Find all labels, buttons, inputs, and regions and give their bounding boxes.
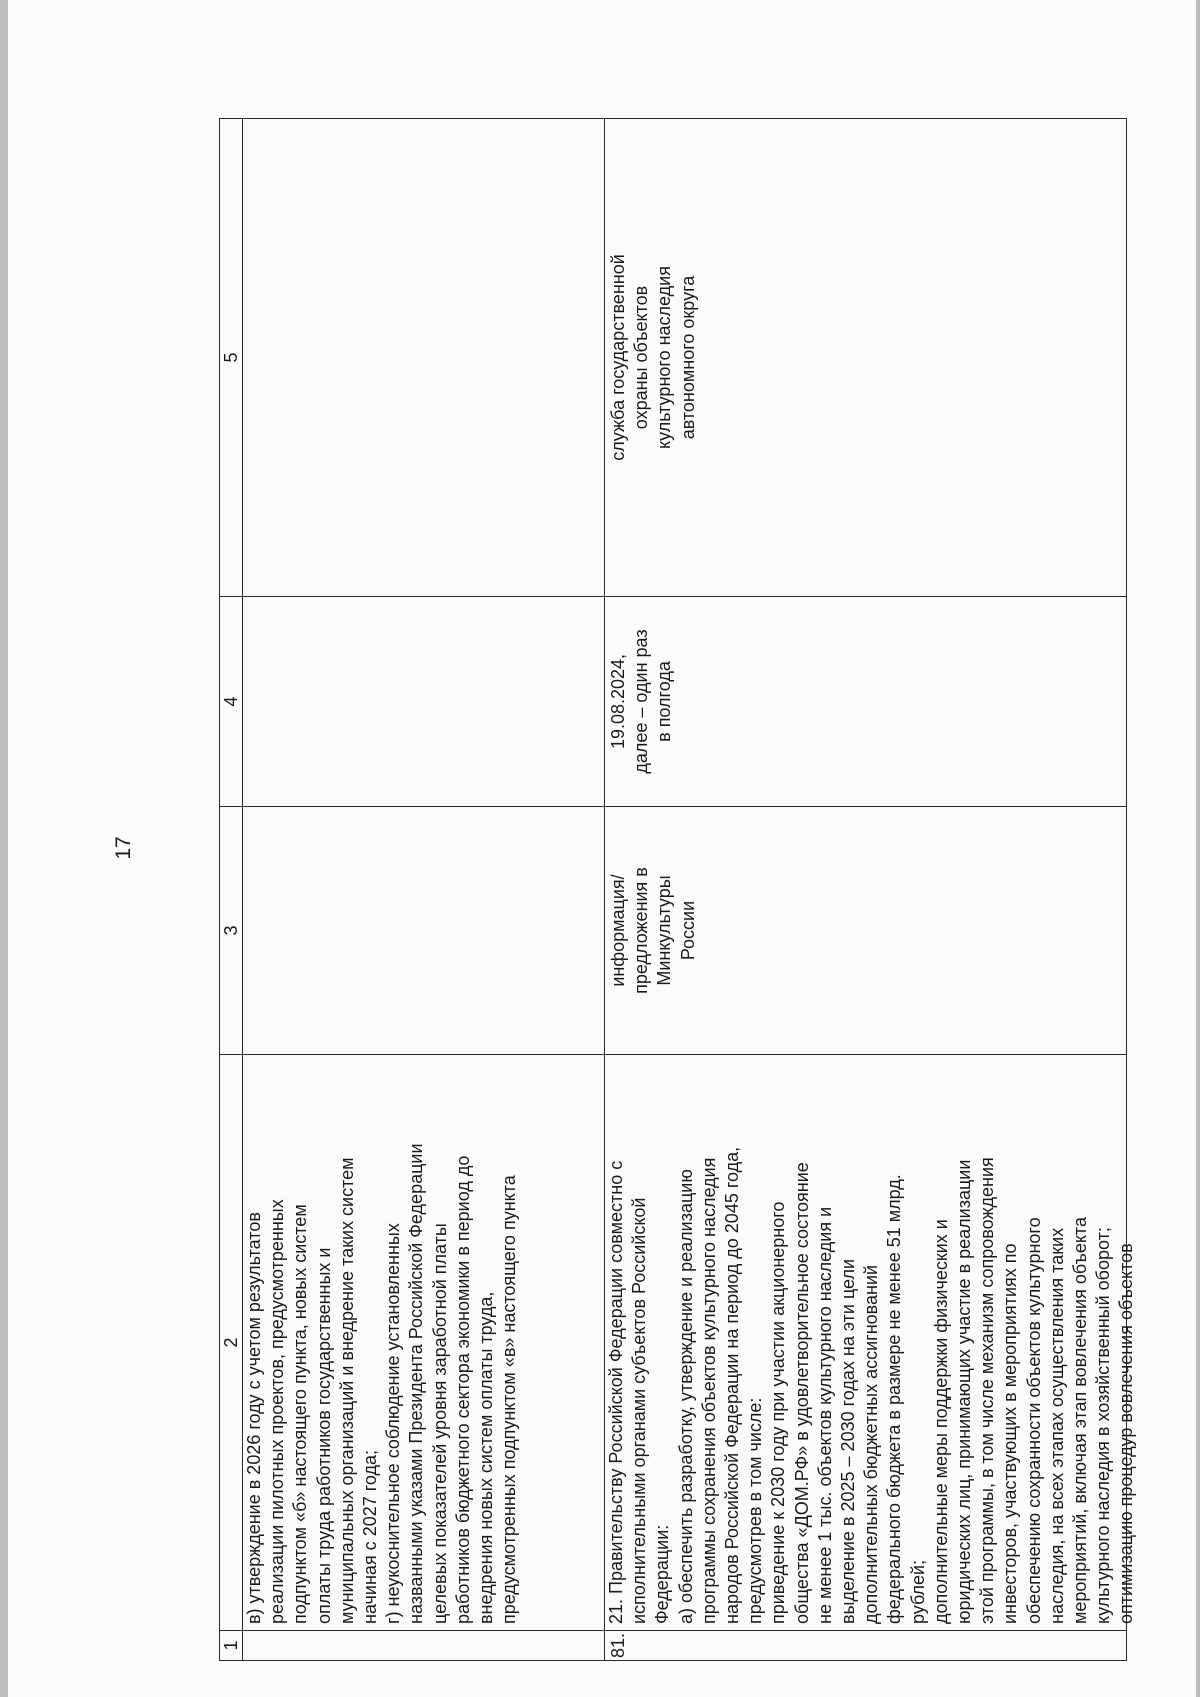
header-col-1: 1 bbox=[220, 1630, 242, 1660]
text-line: обеспечению сохранности объектов культурного bbox=[1023, 1217, 1044, 1624]
text-line: общества «ДОМ.РФ» в удовлетворительное состояние bbox=[791, 1162, 812, 1624]
deadline-line: далее – один раз bbox=[631, 629, 652, 774]
deadline-line: в полгода bbox=[654, 661, 675, 742]
text-line: дополнительных бюджетных ассигнований bbox=[861, 1264, 882, 1624]
header-col-2: 2 bbox=[220, 1054, 242, 1630]
row-number-cell bbox=[243, 1630, 604, 1660]
deadline-cell bbox=[243, 596, 604, 806]
text-line: этой программы, в том числе механизм сопровождения bbox=[977, 1157, 998, 1624]
row-number: 81. bbox=[608, 1632, 628, 1659]
page-number: 17 bbox=[112, 836, 135, 860]
text-line: предусмотренных подпунктом «в» настоящего пункта bbox=[499, 1175, 520, 1624]
text-line: культурного наследия в хозяйственный оборот; bbox=[1093, 1227, 1114, 1624]
text-line: оплаты труда работников государственных и bbox=[313, 1247, 334, 1624]
text-line: инвесторов, участвующих в мероприятиях по bbox=[1000, 1243, 1021, 1624]
text-line: 21. Правительству Российской Федерации совместно с bbox=[606, 1160, 626, 1624]
text-line: работников бюджетного сектора экономики в период до bbox=[452, 1155, 473, 1624]
text-line: названными указами Президента Российской Федерации bbox=[406, 1143, 427, 1624]
text-line: исполнительными органами субъектов Российской bbox=[629, 1197, 650, 1624]
responsible-line: охраны объектов bbox=[631, 285, 652, 430]
measure-text-cell bbox=[243, 1054, 604, 1630]
text-line: оптимизацию процедур вовлечения объектов bbox=[1116, 1243, 1137, 1624]
text-line: а) обеспечить разработку, утверждение и реализацию bbox=[675, 1169, 696, 1624]
text-line: мероприятий, включая этап вовлечения объекта bbox=[1070, 1217, 1091, 1624]
text-line: внедрения новых систем оплаты труда, bbox=[476, 1291, 497, 1624]
rotated-table bbox=[219, 118, 1137, 1661]
text-line: приведение к 2030 году при участии акционерного bbox=[768, 1201, 789, 1624]
text-line: дополнительные меры поддержки физических и bbox=[930, 1219, 951, 1624]
report-form-line: России bbox=[677, 900, 698, 961]
text-line: рублей; bbox=[907, 1559, 928, 1624]
report-form-cell bbox=[243, 806, 604, 1054]
text-line: реализации пилотных проектов, предусмотренных bbox=[267, 1199, 288, 1624]
row-number bbox=[243, 1631, 245, 1660]
report-form-line: Минкультуры bbox=[654, 875, 675, 986]
text-line: г) неукоснительное соблюдение установленных bbox=[383, 1223, 404, 1624]
text-line: Федерации: bbox=[652, 1524, 673, 1624]
text-line: начиная с 2027 года; bbox=[360, 1449, 381, 1624]
text-line: наследия, на всех этапах осуществления таких bbox=[1046, 1227, 1067, 1624]
header-col-5: 5 bbox=[221, 352, 241, 363]
text-line: выделение в 2025 – 2030 годах на эти цели bbox=[838, 1258, 859, 1624]
measure-text-cell bbox=[605, 1054, 1137, 1630]
text-line: не менее 1 тыс. объектов культурного наследия и bbox=[814, 1206, 835, 1624]
table-row bbox=[605, 119, 1137, 1660]
header-col-4: 4 bbox=[220, 596, 242, 806]
text-line: юридических лиц, принимающих участие в реализации bbox=[954, 1159, 975, 1624]
responsible-line: автономного округа bbox=[677, 275, 698, 440]
responsible-line: служба государственной bbox=[608, 254, 628, 461]
document-page bbox=[8, 0, 1196, 1697]
row-number-cell bbox=[605, 1630, 1127, 1660]
responsible-cell bbox=[605, 119, 1127, 596]
report-form-line: информация/ bbox=[608, 874, 628, 987]
responsible-cell bbox=[243, 119, 604, 596]
responsible-line: культурного наследия bbox=[654, 266, 675, 449]
deadline-line: 19.08.2024, bbox=[608, 653, 628, 750]
text-line: подпунктом «б» настоящего пункта, новых систем bbox=[290, 1204, 311, 1624]
report-form-line: предложения в bbox=[631, 867, 652, 994]
text-line: федерального бюджета в размере не менее 51 млрд. bbox=[884, 1174, 905, 1624]
header-col-3: 3 bbox=[220, 806, 242, 1054]
text-line: предусмотрев в том числе: bbox=[745, 1397, 766, 1624]
table-header-row bbox=[220, 119, 243, 1660]
text-line: программы сохранения объектов культурного наследия bbox=[698, 1157, 719, 1624]
report-form-cell bbox=[605, 806, 1127, 1054]
table-row bbox=[243, 119, 605, 1660]
text-line: муниципальных организаций и внедрение таких систем bbox=[336, 1157, 357, 1624]
text-line: в) утверждение в 2026 году с учетом результатов bbox=[244, 1212, 264, 1624]
text-line: целевых показателей уровня заработной платы bbox=[429, 1223, 450, 1624]
deadline-cell bbox=[605, 596, 1127, 806]
text-line: народов Российской Федерации на период до 2045 года, bbox=[722, 1146, 743, 1624]
